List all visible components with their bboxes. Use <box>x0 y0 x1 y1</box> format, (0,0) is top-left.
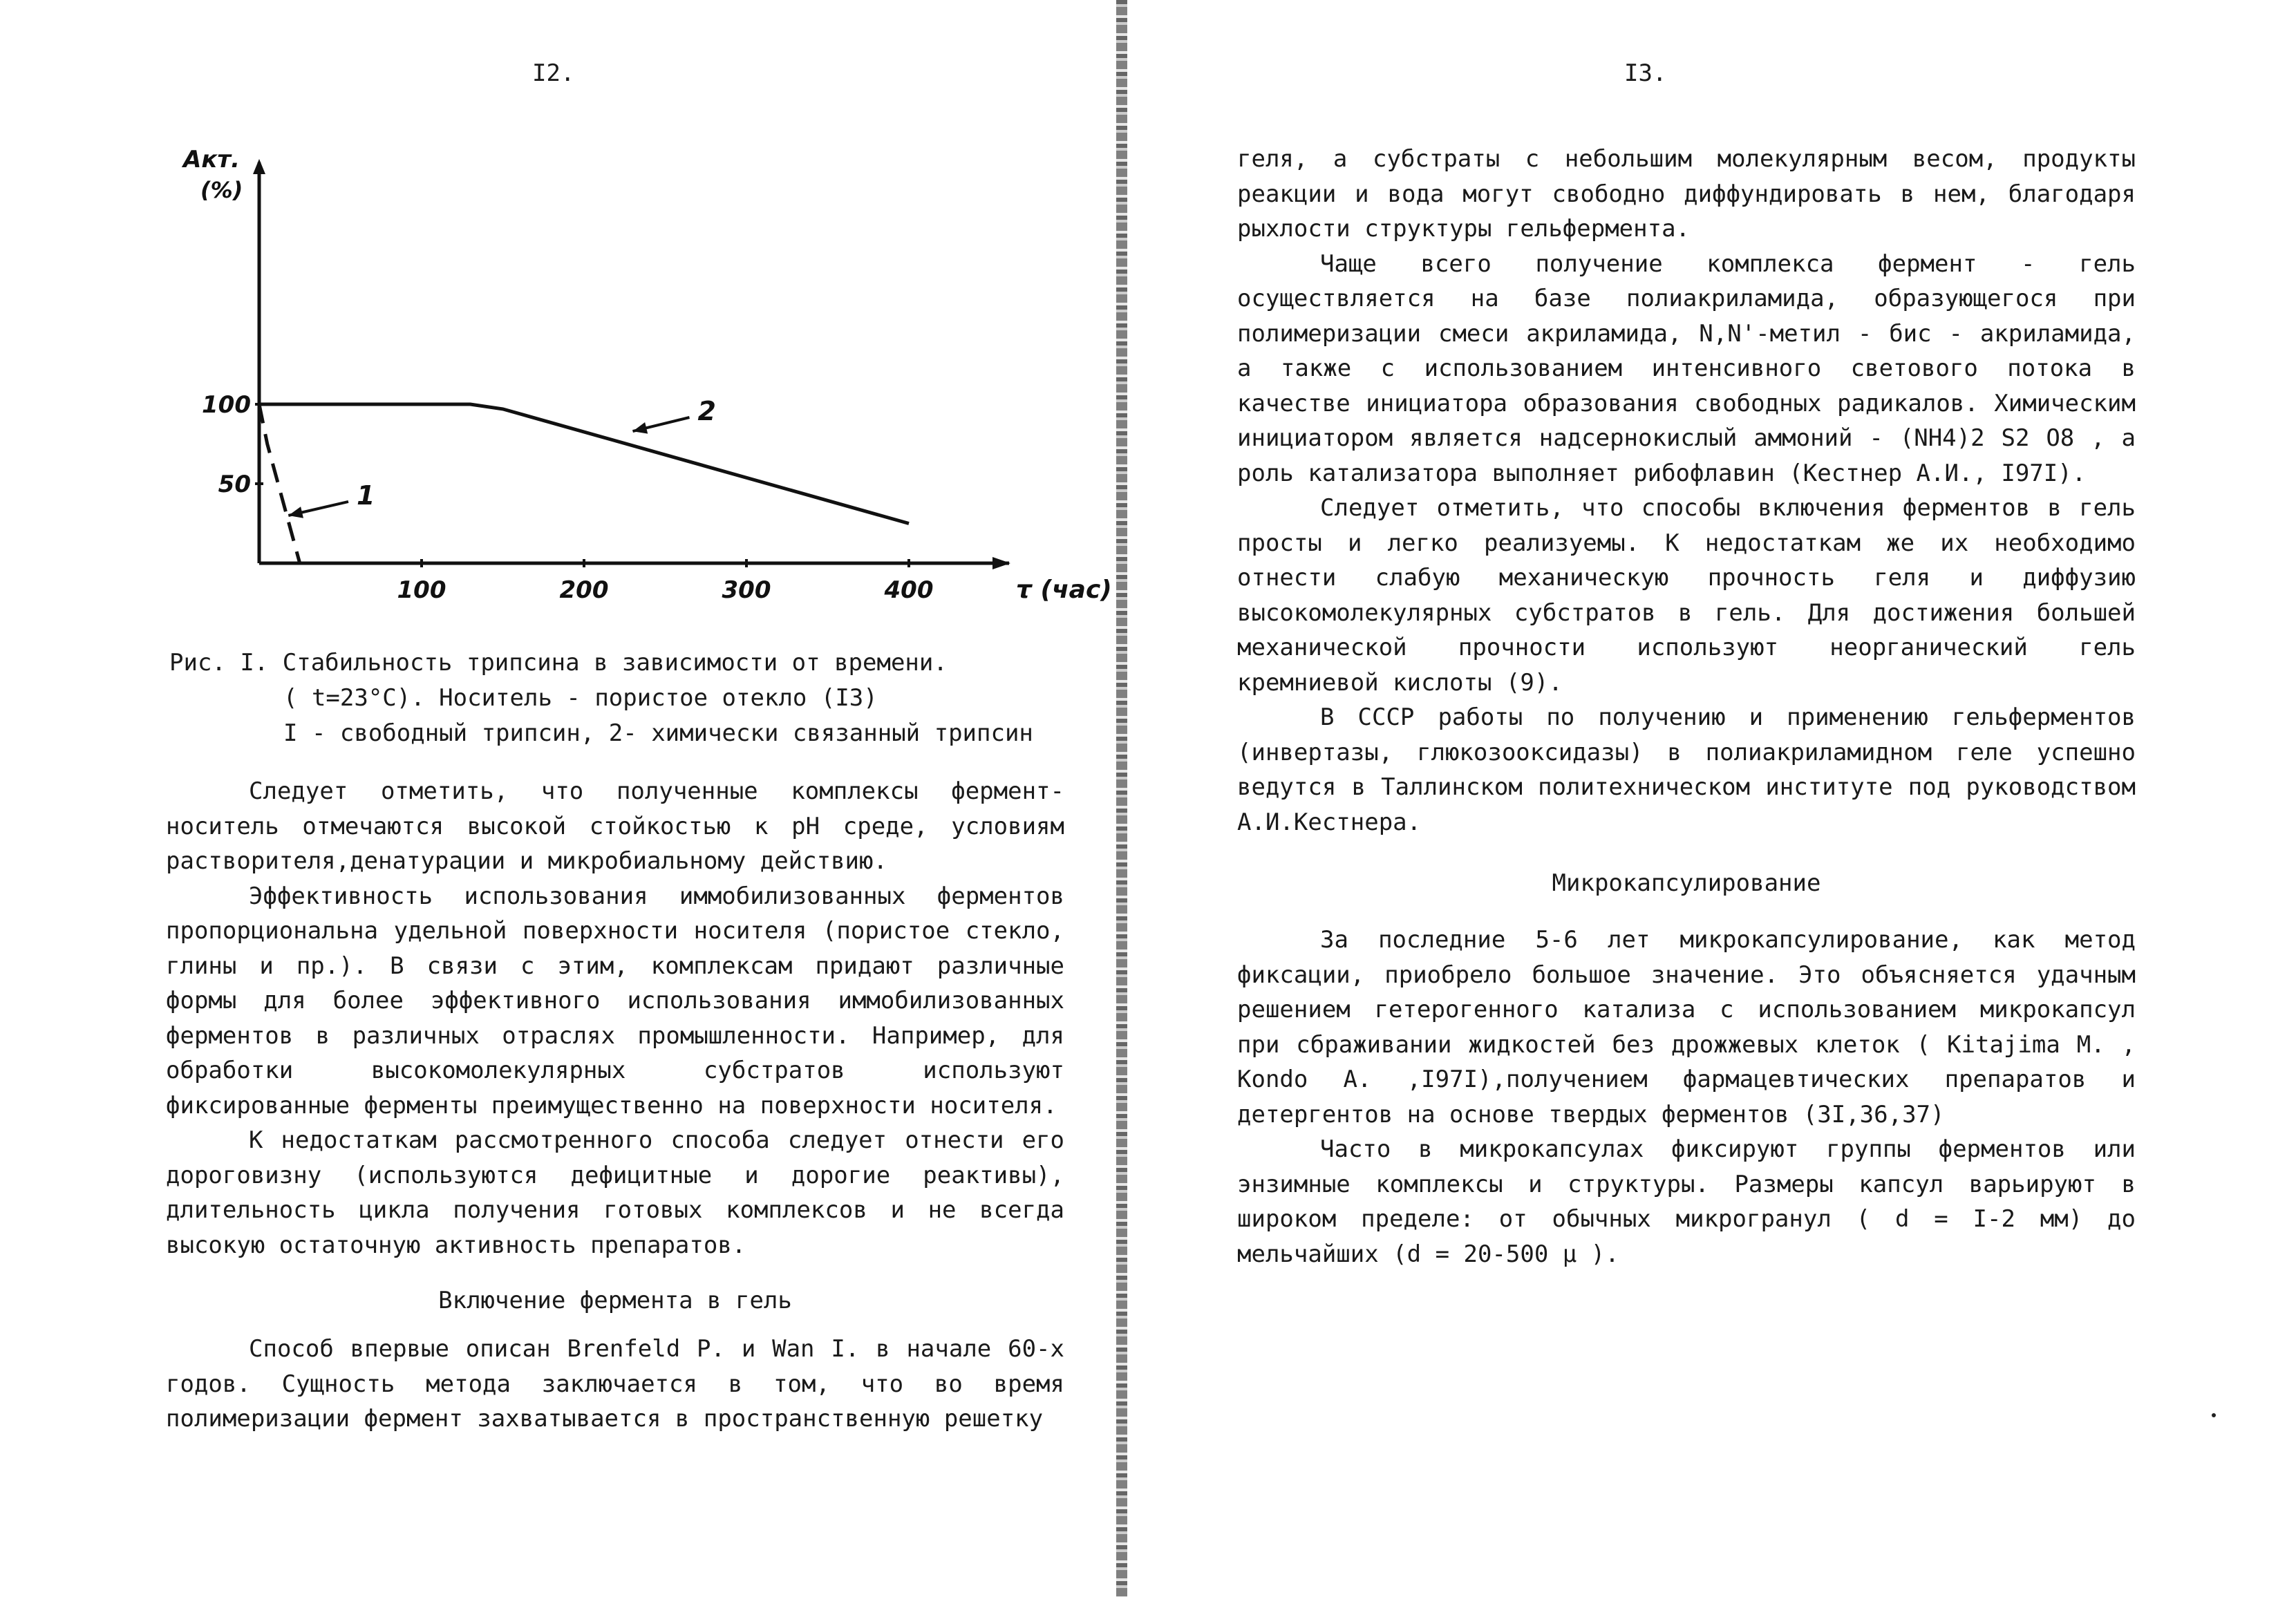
left-page <box>0 0 1120 1597</box>
paragraph: Следует отметить, что способы включения ферментов в гель просты и легко реализуемы. К недостаткам же их необходимо отнести слабую механическую прочность геля и диффузию высокомолекулярных субстратов в гель. Для достижения большей механической прочности используют неорганический гель кремниевой кислоты (9). <box>1237 494 2136 697</box>
paragraph: Чаще всего получение комплекса фермент - гель осуществляется на базе полиакриламида, образующегося при полимеризации смеси акриламида, N,N'-метил - бис - акриламида, а также с использованием интенсивного светового потока в качестве инициатора образования свободных радикалов. Химическим инициатором является надсернокислый аммоний - (NH4)2 S2 O8 , а роль катализатора выполняет рибофлавин (Кестнер А.И., I97I). <box>1237 249 2136 487</box>
x-axis-arrowhead <box>992 557 1010 569</box>
page-number: I3. <box>1624 59 1667 87</box>
paragraph: Эффективность использования иммобилизованных ферментов пропорциональна удельной поверхности носителя (пористое стекло, глины и пр.). В связи с этим, комплексам придают различные формы для более эффективного использования иммобилизованных ферментов в различных отраслях промышленности. Например, для обработки высокомолекулярных субстратов используют фиксированные ферменты преимущественно на поверхности носителя. <box>166 882 1064 1119</box>
paragraph: В СССР работы по получению и применению гельферментов (инвертазы, глюкозооксидазы) в полиакриламидном геле успешно ведутся в Таллинском политехническом институте под руководством А.И.Кестнера. <box>1237 703 2136 836</box>
x-tick-label: 300 <box>722 576 771 604</box>
series-annotation-label: 2 <box>697 396 716 426</box>
page-number: I2. <box>532 59 575 87</box>
caption-line-3: I - свободный трипсин, 2- химически связанный трипсин <box>283 719 1033 747</box>
x-tick-label: 100 <box>397 576 446 604</box>
paragraph: Часто в микрокапсулах фиксируют группы ферментов или энзимные комплексы и структуры. Размеры капсул варьируют в широком пределе: от обычных микрогранул ( d = I-2 мм) до мельчайших (d = 20-500 μ ). <box>1237 1135 2136 1268</box>
paragraph: Следует отметить, что полученные комплексы фермент-носитель отмечаются высокой стойкостью к pH среде, условиям растворителя,денатурации и микробиальному действию. <box>166 777 1064 875</box>
left-section-text <box>166 1332 1064 1437</box>
y-axis-label: Акт. <box>183 146 241 173</box>
caption-line-1: Рис. I. Стабильность трипсина в зависимости от времени. <box>169 649 948 677</box>
right-body-text <box>1237 142 2136 840</box>
y-axis-unit: (%) <box>200 177 243 203</box>
figure-caption <box>169 645 1033 751</box>
left-body-text <box>166 774 1064 1263</box>
x-tick-label: 400 <box>884 576 934 604</box>
caption-line-2: ( t=23°C). Носитель - пористое отекло (I3) <box>283 684 878 712</box>
section-heading: Микрокапсулирование <box>1552 869 1821 897</box>
x-axis-label: τ (час) <box>1016 576 1112 604</box>
series-annotation-label: 1 <box>357 480 375 511</box>
right-section-text <box>1237 923 2136 1272</box>
x-tick-label: 200 <box>559 576 609 604</box>
series-line-1 <box>259 404 300 563</box>
paragraph: Способ впервые описан Brenfeld P. и Wan I. в начале 60-х годов. Сущность метода заключается в том, что во время полимеризации фермент захватывается в пространственную решетку <box>166 1335 1064 1433</box>
stability-chart <box>166 131 1112 622</box>
y-axis-arrowhead <box>253 159 265 174</box>
paragraph: геля, а субстраты с небольшим молекулярным весом, продукты реакции и вода могут свободно диффундировать в нем, благодаря рыхлости структуры гельфермента. <box>1237 145 2136 243</box>
stray-mark <box>2212 1413 2216 1417</box>
right-page <box>1175 0 2296 1597</box>
paragraph: К недостаткам рассмотренного способа следует отнести его дороговизну (используются дефицитные и дорогие реактивы), длительность цикла получения готовых комплексов и не всегда высокую остаточную активность препаратов. <box>166 1126 1064 1259</box>
section-heading: Включение фермента в гель <box>438 1287 792 1314</box>
y-tick-label: 50 <box>218 471 251 498</box>
y-tick-label: 100 <box>202 391 251 419</box>
paragraph: За последние 5-6 лет микрокапсулирование, как метод фиксации, приобрело большое значение. Это объясняется удачным решением гетерогенного катализа с использованием микрокапсул при сбраживании жидкостей без дрожжевых клеток ( Kitajima M. , Kondo A. ,I97I),получением фармацевтических препаратов и детергентов на основе твердых ферментов (3I,36,37) <box>1237 926 2136 1128</box>
